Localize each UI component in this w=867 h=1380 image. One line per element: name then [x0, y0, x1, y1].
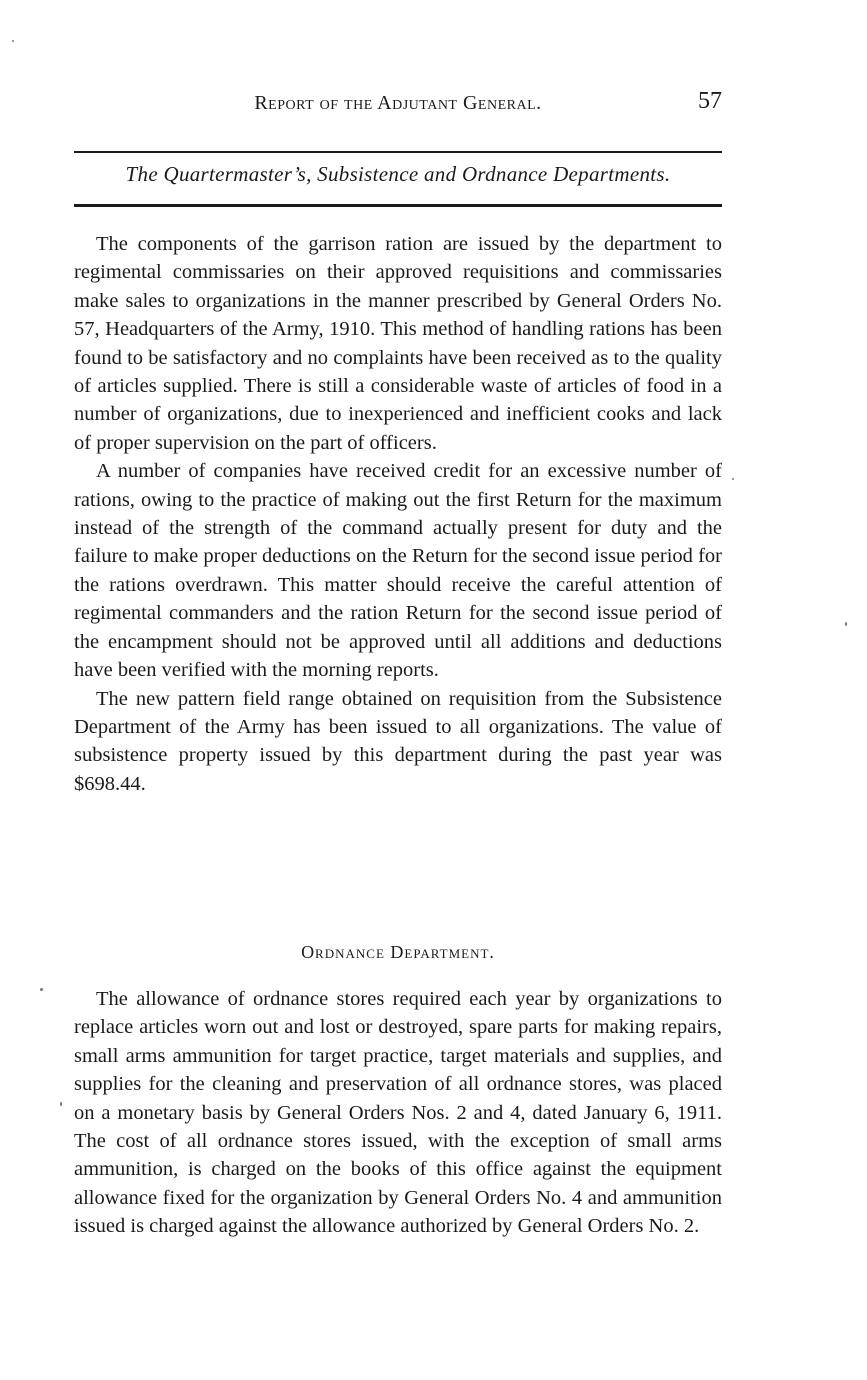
paragraph-garrison-ration: The components of the garrison ration are issued by the department to regimental commissaries on their approved requisitions and commissaries make sales to organizations in the manner prescribed by General Orders No. 57, Headquarters of the Army, 1910. This method of handling rations has been found to be satisfactory and no complaints have been received as to the quality of articles supplied. There is still a considerable waste of articles of food in a number of organizations, due to inexperienced and inefficient cooks and lack of proper supervision on the part of officers.: [74, 233, 722, 454]
paper-speck: [40, 988, 43, 991]
paper-speck: [60, 1102, 62, 1106]
running-head: [74, 88, 722, 122]
paragraph-field-range: The new pattern field range obtained on requisition from the Subsistence Department of the Army has been issued to all organizations. The value of subsistence property issued by this department during the past year was $698.44.: [74, 687, 722, 795]
bottom-rule: [74, 204, 722, 207]
section-title: The Quartermaster’s, Subsistence and Ordnance Departments.: [125, 162, 671, 186]
ordnance-text: [74, 985, 722, 1241]
paper-speck: [732, 478, 734, 480]
paragraph-ordnance-allowance: The allowance of ordnance stores required each year by organizations to replace articles worn out and lost or destroyed, spare parts for making repairs, small arms ammunition for target practice, target materials and supplies, and supplies for the cleaning and preservation of all ordnance stores, was placed on a monetary basis by General Orders Nos. 2 and 4, dated January 6, 1911. The cost of all ordnance stores issued, with the exception of small arms ammunition, is charged on the books of this office against the equipment allowance fixed for the organization by General Orders No. 4 and ammunition issued is charged against the allowance authorized by General Orders No. 2.: [74, 988, 722, 1238]
running-title: Report of the Adjutant General.: [254, 92, 542, 114]
ordnance-heading: Ordnance Department.: [301, 942, 495, 962]
page-number: 57: [698, 88, 722, 114]
paper-speck: [12, 40, 14, 42]
subsistence-text: [74, 230, 722, 798]
paragraph-excessive-rations: A number of companies have received credit for an excessive number of rations, owing to the practice of making out the first Return for the maximum instead of the strength of the command actually present for duty and the failure to make proper deductions on the Return for the second issue period for the rations overdrawn. This matter should receive the careful attention of regimental commanders and the ration Return for the second issue period of the encampment should not be approved until all additions and deductions have been verified with the morning reports.: [74, 460, 722, 682]
top-rule: [74, 151, 722, 153]
paper-speck: [845, 622, 847, 626]
